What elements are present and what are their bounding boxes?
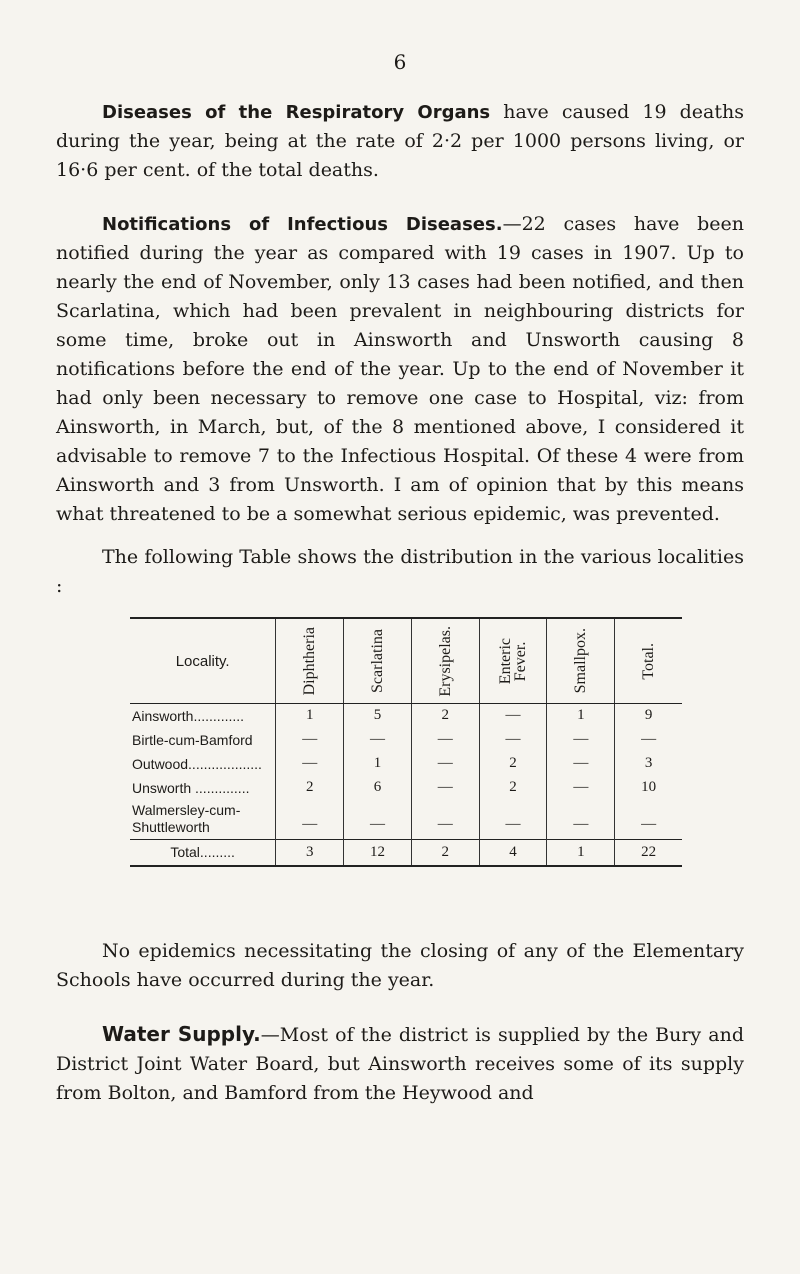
table-row — [130, 752, 682, 776]
total-smallpox: 1 — [547, 840, 615, 866]
cell-total: 9 — [615, 704, 682, 728]
row-locality: Ainsworth............. — [132, 707, 245, 724]
table-row — [130, 704, 682, 728]
cell-enteric-fever: — — [479, 800, 547, 840]
header-smallpox: Smallpox. — [547, 618, 615, 704]
header-total: Total. — [615, 618, 682, 704]
schools-paragraph — [56, 937, 744, 995]
page-number: 6 — [393, 50, 407, 74]
header-scarlatina: Scarlatina — [344, 618, 412, 704]
distribution-table — [130, 617, 682, 867]
cell-smallpox: — — [547, 800, 615, 840]
cell-scarlatina: — — [344, 800, 412, 840]
cell-smallpox: — — [547, 728, 615, 752]
total-scarlatina: 12 — [344, 840, 412, 866]
cell-scarlatina: — — [344, 728, 412, 752]
cell-erysipelas: 2 — [411, 704, 479, 728]
cell-erysipelas: — — [411, 800, 479, 840]
cell-diphtheria: — — [276, 728, 344, 752]
cell-total: — — [615, 728, 682, 752]
table-intro-text: The following Table shows the distribution in the various localities : — [56, 546, 744, 597]
cell-total: 3 — [615, 752, 682, 776]
cell-scarlatina: 5 — [344, 704, 412, 728]
water-heading: Water Supply. — [102, 1022, 261, 1046]
cell-smallpox: — — [547, 776, 615, 800]
table-row — [130, 800, 682, 840]
water-text: —Most of the district is supplied by the Bury and District Joint Water Board, but Ainsworth receives some of its supply from Bolton, and Bamford from the Heywood and — [56, 1024, 744, 1104]
total-diphtheria: 3 — [276, 840, 344, 866]
row-locality: Outwood................... — [132, 755, 262, 772]
row-locality: Unsworth .............. — [132, 779, 250, 796]
table-row — [130, 728, 682, 752]
cell-erysipelas: — — [411, 752, 479, 776]
respiratory-heading: Diseases of the Respiratory Organs — [102, 102, 491, 123]
cell-enteric-fever: 2 — [479, 752, 547, 776]
cell-diphtheria: 1 — [276, 704, 344, 728]
cell-diphtheria: — — [276, 752, 344, 776]
header-erysipelas: Erysipelas. — [411, 618, 479, 704]
header-diphtheria: Diphtheria — [276, 618, 344, 704]
row-locality: Birtle-cum-Bamford — [132, 731, 253, 748]
cell-diphtheria: 2 — [276, 776, 344, 800]
cell-scarlatina: 6 — [344, 776, 412, 800]
notifications-paragraph — [56, 210, 744, 529]
cell-enteric-fever: — — [479, 704, 547, 728]
header-locality: Locality. — [130, 618, 276, 704]
water-paragraph — [56, 1020, 744, 1108]
total-erysipelas: 2 — [411, 840, 479, 866]
row-locality: Walmersley-cum- Shuttleworth — [132, 802, 241, 836]
notifications-heading: Notifications of Infectious Diseases. — [102, 214, 503, 235]
cell-enteric-fever: — — [479, 728, 547, 752]
total-row — [130, 840, 682, 866]
respiratory-text: have caused 19 deaths during the year, being at the rate of 2·2 per 1000 persons living, or 16·6 per cent. of the total deaths. — [56, 101, 744, 181]
table-intro — [56, 543, 744, 601]
respiratory-paragraph — [56, 98, 744, 185]
cell-scarlatina: 1 — [344, 752, 412, 776]
cell-erysipelas: — — [411, 776, 479, 800]
cell-total: — — [615, 800, 682, 840]
cell-smallpox: — — [547, 752, 615, 776]
table-row — [130, 776, 682, 800]
schools-text: No epidemics necessitating the closing of any of the Elementary Schools have occurred during the year. — [56, 940, 744, 991]
total-enteric-fever: 4 — [479, 840, 547, 866]
header-enteric-fever: Enteric Fever. — [479, 618, 547, 704]
cell-diphtheria: — — [276, 800, 344, 840]
total-total: 22 — [615, 840, 682, 866]
notifications-text: —22 cases have been notified during the year as compared with 19 cases in 1907. Up to nearly the end of November, only 13 cases had been notified, and then Scarlatina, which had been prevalent in neighbouring districts for some time, broke out in Ainsworth and Unsworth causing 8 notifications before the end of the year. Up to the end of November it had only been necessary to remove one case to Hospital, viz: from Ainsworth, in March, but, of the 8 mentioned above, I considered it advisable to remove 7 to the Infectious Hospital. Of these 4 were from Ainsworth and 3 from Unsworth. I am of opinion that by this means what threatened to be a somewhat serious epidemic, was prevented. — [56, 213, 744, 525]
cell-smallpox: 1 — [547, 704, 615, 728]
cell-erysipelas: — — [411, 728, 479, 752]
cell-enteric-fever: 2 — [479, 776, 547, 800]
total-label: Total......... — [170, 844, 235, 861]
cell-total: 10 — [615, 776, 682, 800]
table-header-row — [130, 618, 682, 704]
